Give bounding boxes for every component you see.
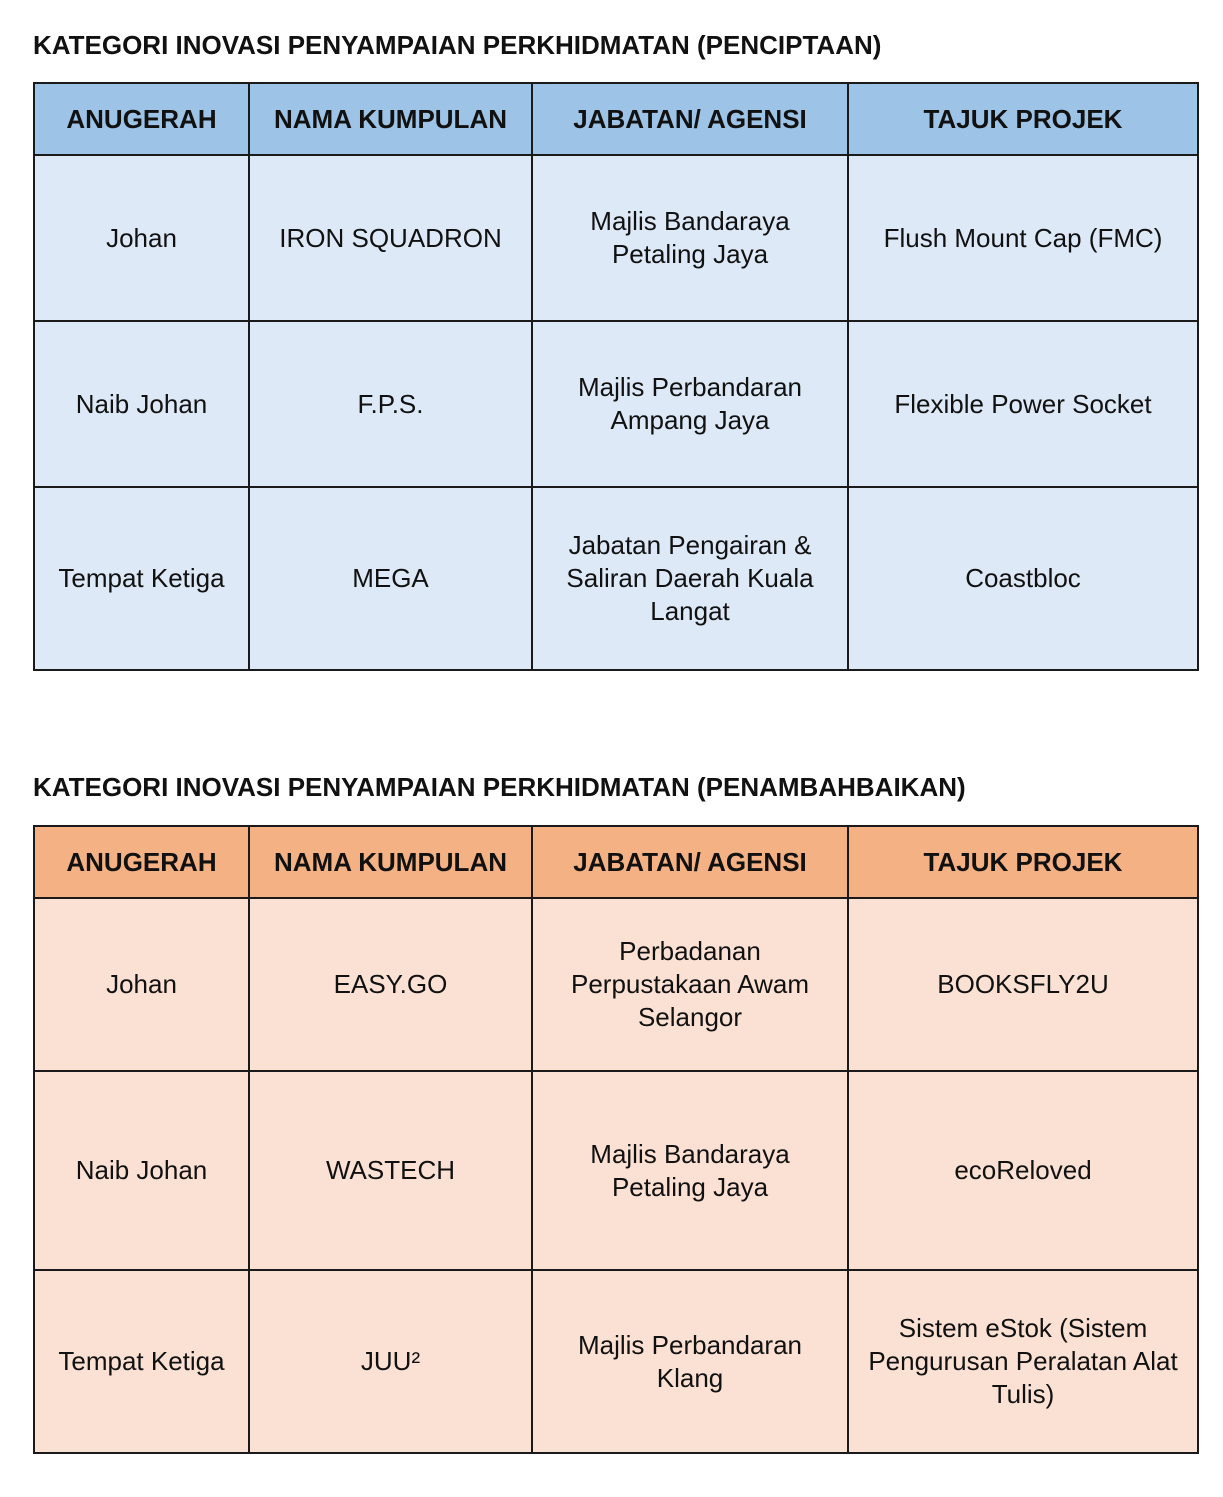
header-anugerah: ANUGERAH [34, 826, 249, 898]
cell-nama-kumpulan: MEGA [249, 487, 532, 670]
cell-nama-kumpulan: WASTECH [249, 1071, 532, 1270]
table-header-row [34, 83, 1198, 155]
header-tajuk-projek: TAJUK PROJEK [848, 826, 1198, 898]
cell-nama-kumpulan: JUU² [249, 1270, 532, 1453]
table-row [34, 1270, 1198, 1453]
table-row [34, 1071, 1198, 1270]
header-nama-kumpulan: NAMA KUMPULAN [249, 83, 532, 155]
cell-jabatan-agensi: Perbadanan Perpustakaan Awam Selangor [532, 898, 848, 1071]
cell-anugerah: Tempat Ketiga [34, 487, 249, 670]
cell-anugerah: Johan [34, 898, 249, 1071]
table-header-row [34, 826, 1198, 898]
cell-anugerah: Johan [34, 155, 249, 321]
cell-tajuk-projek: Coastbloc [848, 487, 1198, 670]
cell-tajuk-projek: Sistem eStok (Sistem Pengurusan Peralatan Alat Tulis) [848, 1270, 1198, 1453]
cell-jabatan-agensi: Majlis Perbandaran Klang [532, 1270, 848, 1453]
header-jabatan-agensi: JABATAN/ AGENSI [532, 826, 848, 898]
table-row [34, 155, 1198, 321]
awards-table-penciptaan [33, 82, 1199, 671]
cell-nama-kumpulan: F.P.S. [249, 321, 532, 487]
cell-jabatan-agensi: Majlis Bandaraya Petaling Jaya [532, 1071, 848, 1270]
cell-tajuk-projek: Flush Mount Cap (FMC) [848, 155, 1198, 321]
cell-tajuk-projek: Flexible Power Socket [848, 321, 1198, 487]
cell-tajuk-projek: ecoReloved [848, 1071, 1198, 1270]
header-tajuk-projek: TAJUK PROJEK [848, 83, 1198, 155]
table-row [34, 487, 1198, 670]
header-anugerah: ANUGERAH [34, 83, 249, 155]
table-row [34, 321, 1198, 487]
cell-jabatan-agensi: Majlis Bandaraya Petaling Jaya [532, 155, 848, 321]
header-nama-kumpulan: NAMA KUMPULAN [249, 826, 532, 898]
cell-anugerah: Tempat Ketiga [34, 1270, 249, 1453]
section-title-penciptaan: KATEGORI INOVASI PENYAMPAIAN PERKHIDMATAN (PENCIPTAAN) [33, 30, 882, 60]
awards-table-penambahbaikan [33, 825, 1199, 1454]
cell-nama-kumpulan: IRON SQUADRON [249, 155, 532, 321]
cell-jabatan-agensi: Jabatan Pengairan & Saliran Daerah Kuala Langat [532, 487, 848, 670]
cell-anugerah: Naib Johan [34, 1071, 249, 1270]
cell-jabatan-agensi: Majlis Perbandaran Ampang Jaya [532, 321, 848, 487]
table-row [34, 898, 1198, 1071]
cell-nama-kumpulan: EASY.GO [249, 898, 532, 1071]
cell-tajuk-projek: BOOKSFLY2U [848, 898, 1198, 1071]
header-jabatan-agensi: JABATAN/ AGENSI [532, 83, 848, 155]
section-title-penambahbaikan: KATEGORI INOVASI PENYAMPAIAN PERKHIDMATAN (PENAMBAHBAIKAN) [33, 772, 966, 802]
cell-anugerah: Naib Johan [34, 321, 249, 487]
